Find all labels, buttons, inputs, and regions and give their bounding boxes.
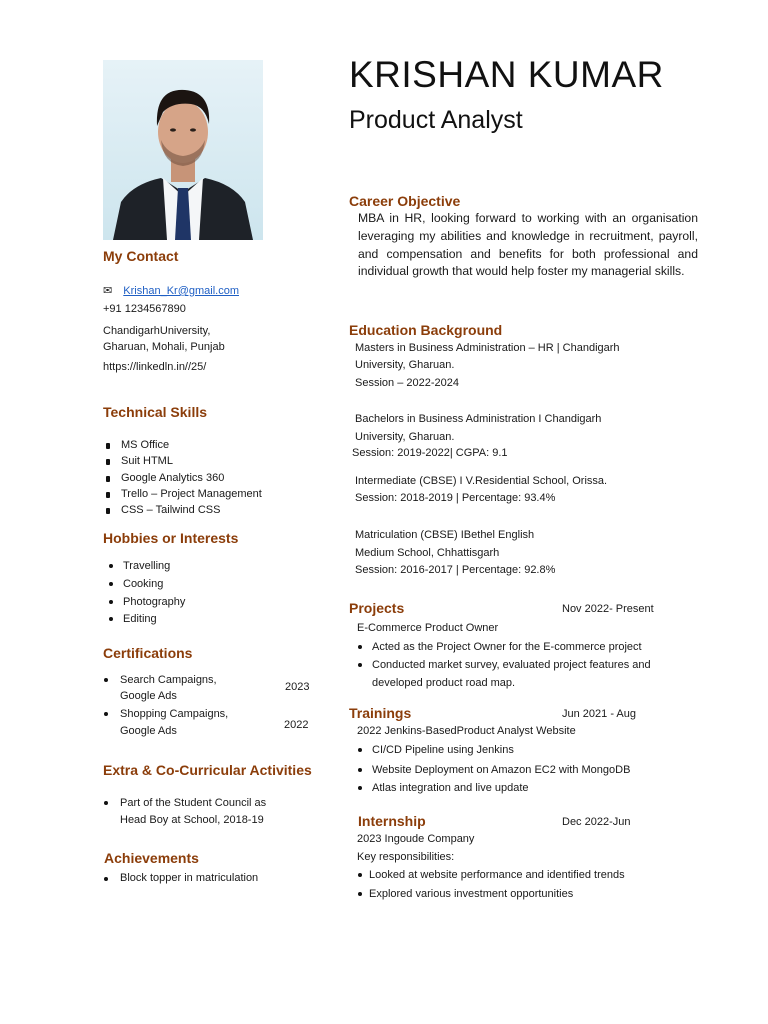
list-item: Travelling — [105, 558, 185, 576]
bullet-icon — [104, 678, 108, 682]
certification-1-line1: Search Campaigns, — [120, 674, 217, 686]
bullet-icon — [104, 877, 108, 881]
certification-2-line2: Google Ads — [120, 725, 177, 737]
contact-heading: My Contact — [103, 248, 179, 264]
hobbies-heading: Hobbies or Interests — [103, 530, 239, 546]
list-item: Photography — [105, 594, 185, 612]
bullet-icon — [358, 786, 362, 790]
training-subtitle: 2022 Jenkins-BasedProduct Analyst Website — [357, 725, 576, 737]
project-bullet-continuation: developed product road map. — [372, 677, 516, 689]
education-heading: Education Background — [349, 322, 503, 338]
education-entry: Session: 2016-2017 | Percentage: 92.8% — [355, 564, 556, 576]
extra-curricular-line2: Head Boy at School, 2018-19 — [120, 814, 264, 826]
education-entry: Session: 2018-2019 | Percentage: 93.4% — [355, 492, 556, 504]
internship-label: Key responsibilities: — [357, 851, 455, 863]
internship-bullet: Explored various investment opportunities — [369, 888, 574, 900]
certification-1-line2: Google Ads — [120, 690, 177, 702]
list-item: Suit HTML — [103, 453, 262, 469]
education-entry: Session – 2022-2024 — [355, 377, 459, 389]
internship-bullet: Looked at website performance and identified trends — [369, 869, 625, 881]
contact-linkedin[interactable]: https://linkedln.in//25/ — [103, 361, 207, 373]
bullet-icon — [358, 873, 362, 877]
list-item: Cooking — [105, 576, 185, 594]
person-portrait-icon — [103, 60, 263, 240]
education-entry: Intermediate (CBSE) I V.Residential School, Orissa. — [355, 475, 608, 487]
education-entry: University, Gharuan. — [355, 431, 455, 443]
bullet-icon — [358, 748, 362, 752]
internship-heading: Internship — [358, 813, 426, 829]
education-entry: University, Gharuan. — [355, 359, 455, 371]
list-item: CSS – Tailwind CSS — [103, 502, 262, 518]
certifications-heading: Certifications — [103, 645, 193, 661]
trainings-date: Jun 2021 - Aug — [562, 708, 637, 720]
email-link[interactable]: Krishan_Kr@gmail.com — [123, 285, 239, 297]
internship-date: Dec 2022-Jun — [562, 816, 631, 828]
contact-address-line2: Gharuan, Mohali, Punjab — [103, 341, 225, 353]
project-title: E-Commerce Product Owner — [357, 622, 499, 634]
achievements-heading: Achievements — [104, 850, 199, 866]
hobbies-list — [105, 558, 185, 629]
training-bullet: Website Deployment on Amazon EC2 with MongoDB — [372, 764, 631, 776]
projects-heading: Projects — [349, 600, 405, 616]
education-entry: Masters in Business Administration – HR | Chandigarh — [355, 342, 620, 354]
project-bullet: Conducted market survey, evaluated project features and — [372, 659, 651, 671]
bullet-icon — [358, 892, 362, 896]
career-objective-text: MBA in HR, looking forward to working with an organisation leveraging my abilities and knowledge in recruitment, payroll, and compensation and benefits for both professional and individual growth that would help foster my managerial skills. — [358, 211, 698, 279]
internship-subtitle: 2023 Ingoude Company — [357, 833, 475, 845]
contact-email — [103, 282, 239, 300]
list-item: Trello – Project Management — [103, 486, 262, 502]
certification-2-year: 2022 — [284, 719, 309, 731]
phone-text: +91 1234567890 — [103, 303, 186, 315]
candidate-role: Product Analyst — [349, 106, 523, 134]
list-item: Google Analytics 360 — [103, 470, 262, 486]
profile-photo — [103, 60, 263, 240]
project-bullet: Acted as the Project Owner for the E-commerce project — [372, 641, 642, 653]
education-entry: Bachelors in Business Administration I Chandigarh — [355, 413, 602, 425]
certification-1-year: 2023 — [285, 681, 310, 693]
certification-2-line1: Shopping Campaigns, — [120, 708, 229, 720]
bullet-icon — [104, 712, 108, 716]
projects-date: Nov 2022- Present — [562, 603, 654, 615]
career-objective-heading: Career Objective — [349, 193, 461, 209]
training-bullet: Atlas integration and live update — [372, 782, 529, 794]
education-entry: Session: 2019-2022| CGPA: 9.1 — [352, 447, 508, 459]
bullet-icon — [104, 801, 108, 805]
education-entry: Matriculation (CBSE) IBethel English — [355, 529, 535, 541]
list-item: MS Office — [103, 437, 262, 453]
education-entry: Medium School, Chhattisgarh — [355, 547, 500, 559]
bullet-icon — [358, 645, 362, 649]
extra-curricular-line1: Part of the Student Council as — [120, 797, 267, 809]
extra-curricular-heading: Extra & Co-Curricular Activities — [103, 762, 312, 778]
mail-icon: ✉ — [103, 285, 113, 297]
technical-skills-list — [103, 437, 262, 518]
address-line1-text: ChandigarhUniversity, — [103, 325, 211, 337]
contact-phone — [103, 300, 186, 318]
candidate-name: KRISHAN KUMAR — [349, 54, 664, 95]
bullet-icon — [358, 768, 362, 772]
achievement-item: Block topper in matriculation — [120, 872, 259, 884]
training-bullet: CI/CD Pipeline using Jenkins — [372, 744, 514, 756]
list-item: Editing — [105, 611, 185, 629]
bullet-icon — [358, 663, 362, 667]
trainings-heading: Trainings — [349, 705, 412, 721]
technical-skills-heading: Technical Skills — [103, 404, 208, 420]
